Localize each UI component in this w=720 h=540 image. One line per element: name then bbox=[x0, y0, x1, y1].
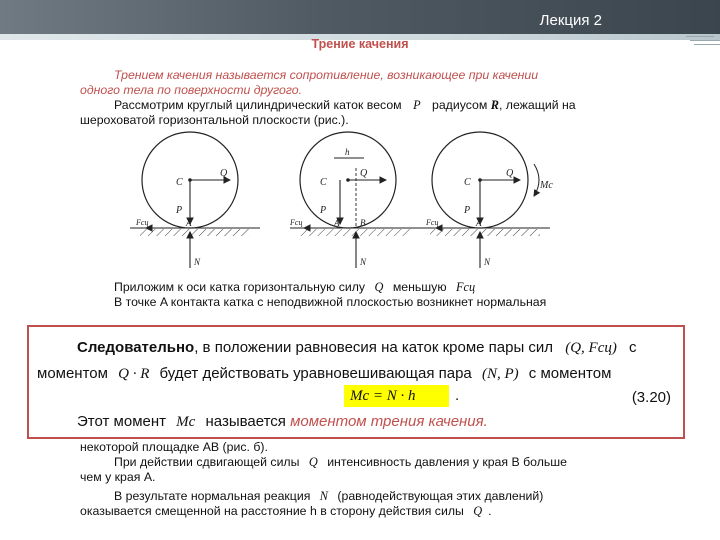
diagram-c bbox=[420, 132, 553, 268]
label-N: N bbox=[194, 257, 201, 267]
consider-line-2: шероховатой горизонтальной плоскости (рис.). bbox=[80, 113, 349, 127]
svg-text:Fсц: Fсц bbox=[426, 218, 439, 227]
after-line-4: В результате нормальная реакция N (равнодействующая этих давлений) bbox=[114, 489, 544, 503]
svg-text:A: A bbox=[334, 218, 340, 228]
formula-Mc: Mс = N · h bbox=[344, 385, 449, 407]
svg-text:P: P bbox=[320, 205, 327, 216]
label-Q: Q bbox=[220, 168, 228, 179]
after-line-5: оказывается смещенной на расстояние h в сторону действия силы Q . bbox=[80, 504, 492, 518]
svg-text:C: C bbox=[320, 177, 327, 188]
apply-line-2: В точке A контакта катка с неподвижной плоскостью возникнет нормальная bbox=[114, 295, 547, 309]
header-dark-band bbox=[0, 0, 720, 34]
svg-text:Fсц: Fсц bbox=[290, 218, 303, 227]
definition-paragraph bbox=[80, 68, 620, 128]
conclusion-line-2: моментом Q · R будет действовать уравновешивающая пара (N, P) с моментом bbox=[37, 365, 612, 382]
label-h: h bbox=[345, 147, 350, 157]
conclusion-line-1: Следовательно, в положении равновесия на каток кроме пары сил (Q, Fсц) с bbox=[77, 339, 637, 356]
conclusion-box: Следовательно, в положении равновесия на каток кроме пары сил (Q, Fсц) с моментом Q · R будет действовать уравновешивающая пара (N, P) с моментом Mс = N · h . (3.20) Этот момент Mс называется моментом трения качения. bbox=[27, 325, 685, 439]
decorative-stripes bbox=[686, 0, 720, 60]
symbol-P: P bbox=[413, 98, 421, 112]
label-A: A bbox=[186, 218, 192, 228]
slide-title: Трение качения bbox=[311, 37, 409, 51]
definition-line-1: Трением качения называется сопротивление, возникающее при качении bbox=[114, 68, 539, 82]
label-P: P bbox=[176, 205, 183, 216]
conclusion-line-4: Этот момент Mс называется моментом трения качения. bbox=[77, 413, 488, 430]
after-line-3: чем у края A. bbox=[80, 470, 156, 484]
svg-text:N: N bbox=[484, 257, 491, 267]
after-paragraph bbox=[80, 440, 620, 519]
after-line-2: При действии сдвигающей силы Q интенсивность давления у края B больше bbox=[114, 455, 567, 469]
definition-line-2: одного тела по поверхности другого. bbox=[80, 83, 303, 97]
svg-text:P: P bbox=[464, 205, 471, 216]
diagram-a bbox=[130, 132, 260, 268]
label-Mc: Mс bbox=[540, 180, 553, 191]
label-C: C bbox=[176, 177, 183, 188]
apply-line-1: Приложим к оси катка горизонтальную силу Q меньшую Fсц bbox=[114, 280, 476, 294]
svg-text:C: C bbox=[464, 177, 471, 188]
diagram-b bbox=[289, 132, 420, 268]
svg-text:Q: Q bbox=[506, 168, 514, 179]
svg-text:A: A bbox=[476, 218, 482, 228]
symbol-R: R bbox=[490, 98, 499, 112]
svg-text:Q: Q bbox=[360, 168, 368, 179]
svg-text:N: N bbox=[360, 257, 367, 267]
apply-paragraph bbox=[80, 280, 620, 310]
after-line-1: некоторой площадке AB (рис. б). bbox=[80, 440, 268, 454]
label-B: B bbox=[360, 218, 366, 228]
label-Fsc: Fсц bbox=[136, 218, 149, 227]
consider-line-1: Рассмотрим круглый цилиндрический каток весом P радиусом R, лежащий на bbox=[114, 98, 576, 112]
equation-number: (3.20) bbox=[631, 389, 671, 406]
header-bar bbox=[0, 0, 720, 40]
lecture-label: Лекция 2 bbox=[539, 12, 602, 29]
roller-diagrams bbox=[120, 128, 640, 276]
